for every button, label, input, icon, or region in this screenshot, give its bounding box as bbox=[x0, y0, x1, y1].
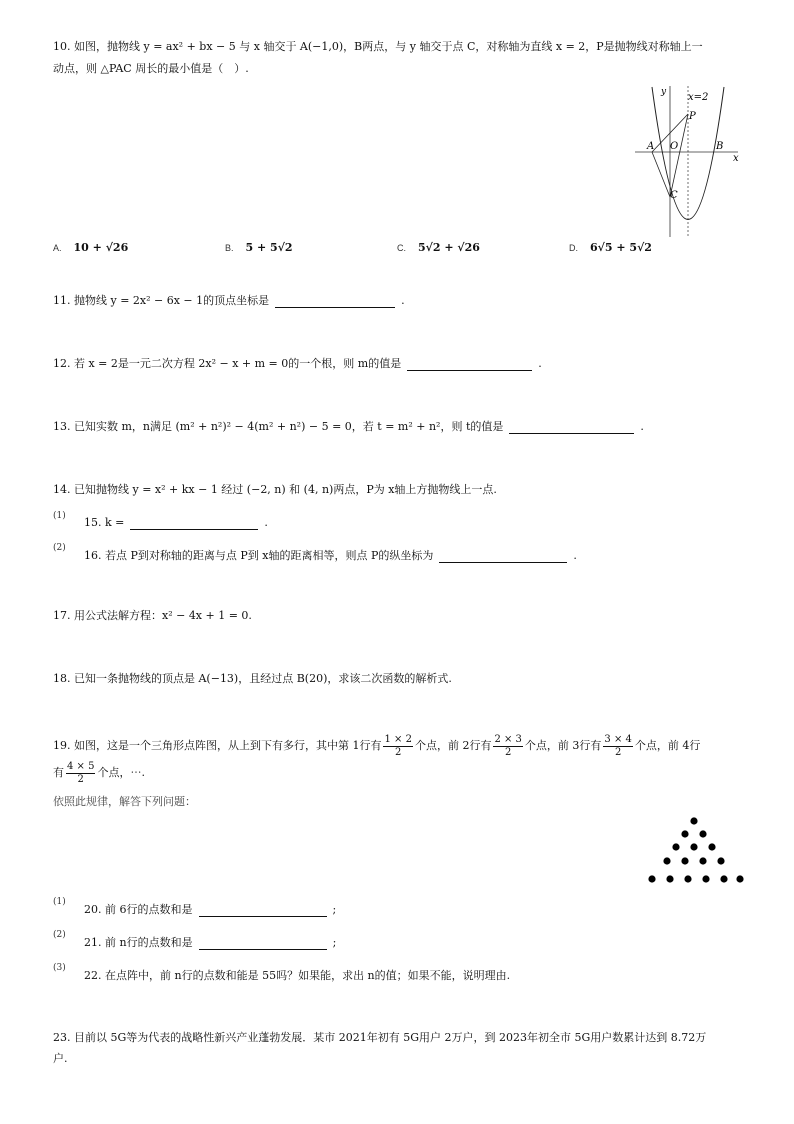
q11-answer-blank[interactable] bbox=[275, 297, 395, 308]
dot bbox=[720, 875, 727, 882]
q19-sub2-number: (2) bbox=[53, 930, 66, 940]
q14-stem: 14. 已知抛物线 y = x² + kx − 1 经过 (−2, n) 和 (4, n)两点，P为 x轴上方抛物线上一点. bbox=[53, 483, 497, 496]
q10-option-c[interactable]: C. 5√2 + √26 bbox=[397, 241, 480, 254]
q19-sub3-number: (3) bbox=[53, 963, 66, 973]
q10-option-b[interactable]: B. 5 + 5√2 bbox=[225, 241, 293, 254]
q19-line2: 有 $\frac{4 \times 5}{2}$ 个点，⋯. bbox=[53, 760, 145, 785]
q19-instruction: 依照此规律，解答下列问题： bbox=[53, 796, 196, 808]
q10-line1: 10. 如图，抛物线 y = ax² + bx − 5 与 x 轴交于 A(−1,0)，B两点，与 y 轴交于点 C，对称轴为直线 x = 2，P是抛物线对称轴上一 bbox=[53, 40, 703, 53]
dot bbox=[690, 843, 697, 850]
x-axis-label: x bbox=[733, 153, 739, 164]
q19-line1: 19. 如图，这是一个三角形点阵图，从上到下有多行，其中第 1行有 $\frac{1 \times 2}{2}$ 个点，前 2行有 $\frac{2 \times 3}{2}$ 个点，前 3行有 $\frac{3 \times 4}{2}$ 个点，前 4行 bbox=[53, 733, 701, 758]
dot bbox=[684, 875, 691, 882]
dot bbox=[717, 857, 724, 864]
dot bbox=[648, 875, 655, 882]
dot bbox=[699, 857, 706, 864]
q14-sub2-number: (2) bbox=[53, 543, 66, 553]
point-a-label: A bbox=[647, 141, 655, 152]
q10-parabola-figure bbox=[630, 82, 745, 242]
fraction-1: $\frac{1 \times 2}{2}$ bbox=[384, 733, 412, 758]
q13: 13. 已知实数 m，n满足 (m² + n²)² − 4(m² + n²) − 5 = 0，若 t = m² + n²，则 t的值是 . bbox=[53, 420, 644, 433]
q11: 11. 抛物线 y = 2x² − 6x − 1的顶点坐标是 . bbox=[53, 294, 405, 307]
q23-line1: 23. 目前以 5G等为代表的战略性新兴产业蓬勃发展．某市 2021年初有 5G用户 2万户，到 2023年初全市 5G用户数累计达到 8.72万 bbox=[53, 1031, 707, 1044]
point-o-label: O bbox=[670, 141, 679, 152]
q20-answer-blank[interactable] bbox=[199, 906, 327, 917]
q23-line2: 户. bbox=[53, 1052, 68, 1065]
q18: 18. 已知一条抛物线的顶点是 A(−13)，且经过点 B(20)，求该二次函数的解析式. bbox=[53, 672, 452, 685]
symmetry-axis-label: x=2 bbox=[688, 92, 709, 103]
q19-sub1-number: (1) bbox=[53, 897, 66, 907]
fraction-2: $\frac{2 \times 3}{2}$ bbox=[494, 733, 522, 758]
dot bbox=[681, 857, 688, 864]
dot bbox=[672, 843, 679, 850]
dot bbox=[699, 830, 706, 837]
q14-sub1-number: (1) bbox=[53, 511, 66, 521]
fraction-3: $\frac{3 \times 4}{2}$ bbox=[604, 733, 632, 758]
triangular-dot-lattice bbox=[645, 812, 745, 886]
q14-sub2: 16. 若点 P到对称轴的距离与点 P到 x轴的距离相等，则点 P的纵坐标为 . bbox=[84, 549, 577, 562]
q10-option-a[interactable]: A. 10 + √26 bbox=[53, 241, 129, 254]
q16-answer-blank[interactable] bbox=[439, 552, 567, 563]
dot bbox=[702, 875, 709, 882]
y-axis-label: y bbox=[661, 87, 667, 97]
dot bbox=[708, 843, 715, 850]
dot bbox=[663, 857, 670, 864]
q19-sub3: 22. 在点阵中，前 n行的点数和能是 55吗？如果能，求出 n的值；如果不能，说明理由. bbox=[84, 969, 511, 982]
q17: 17. 用公式法解方程：x² − 4x + 1 = 0. bbox=[53, 609, 252, 622]
q12: 12. 若 x = 2是一元二次方程 2x² − x + m = 0的一个根，则 m的值是 . bbox=[53, 357, 542, 370]
q19-sub2: 21. 前 n行的点数和是 ; bbox=[84, 936, 337, 949]
dot bbox=[690, 817, 697, 824]
dot bbox=[666, 875, 673, 882]
dot bbox=[681, 830, 688, 837]
q13-answer-blank[interactable] bbox=[509, 423, 634, 434]
q21-answer-blank[interactable] bbox=[199, 939, 327, 950]
point-b-label: B bbox=[716, 141, 724, 152]
point-p-label: P bbox=[689, 111, 696, 122]
fraction-4: $\frac{4 \times 5}{2}$ bbox=[67, 760, 95, 785]
q12-answer-blank[interactable] bbox=[407, 360, 532, 371]
point-c-label: C bbox=[670, 190, 678, 201]
q14-sub1: 15. k = . bbox=[84, 516, 268, 529]
q19-sub1: 20. 前 6行的点数和是 ; bbox=[84, 903, 337, 916]
q10-option-d[interactable]: D. 6√5 + 5√2 bbox=[569, 241, 652, 254]
q10-line2: 动点，则 △PAC 周长的最小值是（ ）. bbox=[53, 62, 249, 75]
dot bbox=[736, 875, 743, 882]
q15-answer-blank[interactable] bbox=[130, 519, 258, 530]
segment-pc bbox=[670, 114, 688, 197]
